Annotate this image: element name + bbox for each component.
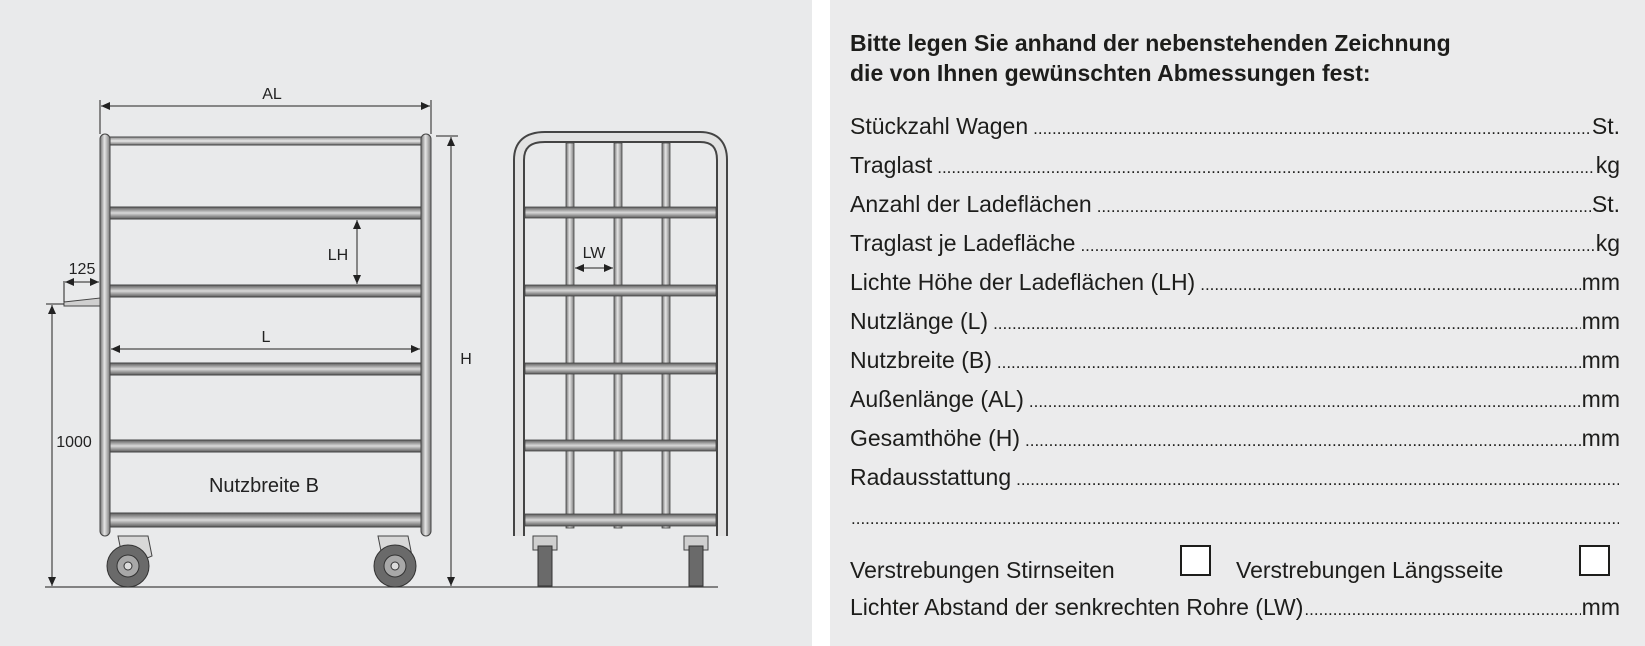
form-row-unit: St. [1591, 191, 1620, 217]
checkbox-laengs-label: Verstrebungen Längsseite [1236, 557, 1504, 583]
label-al: AL [262, 86, 282, 103]
form-row-unit: kg [1595, 152, 1620, 178]
form-row-dots [1080, 230, 1594, 257]
form-row-unit: mm [1581, 425, 1620, 451]
cart-side-view [519, 137, 722, 586]
form-title [850, 28, 1610, 88]
shelf-bottom [110, 513, 421, 527]
form-row[interactable] [850, 503, 1620, 542]
form-row-label: Außenlänge (AL) [850, 386, 1024, 412]
shelf [110, 363, 421, 375]
side-wheel-right [684, 536, 708, 586]
form-row[interactable] [850, 425, 1620, 464]
form-row-label: Traglast je Ladefläche [850, 230, 1076, 256]
form-row-dots [1097, 191, 1591, 218]
shelf [110, 207, 421, 219]
form-row-dots [937, 152, 1594, 179]
wheel-right [374, 536, 416, 587]
form-row-label: Traglast [850, 152, 933, 178]
form-row-label: Stückzahl Wagen [850, 113, 1029, 139]
label-lh: LH [327, 247, 349, 264]
form-row-dots [1033, 113, 1591, 140]
form-row-label: Radausstattung [850, 464, 1012, 490]
form-row[interactable] [850, 269, 1620, 308]
form-row-dots [993, 308, 1581, 335]
form-row-label: Nutzlänge (L) [850, 308, 989, 334]
right-upright [421, 134, 431, 536]
form-row-dots [1200, 269, 1580, 296]
form-row[interactable] [850, 113, 1620, 152]
checkbox-stirnseiten[interactable] [1180, 545, 1211, 576]
form-row-label: Gesamthöhe (H) [850, 425, 1021, 451]
checkbox-stirn-label: Verstrebungen Stirnseiten [850, 557, 1115, 583]
form-row-unit: mm [1581, 347, 1620, 373]
form-rows [850, 113, 1620, 542]
form-title-line2: die von Ihnen gewünschten Abmessungen fest: [850, 60, 1371, 86]
label-1000: 1000 [56, 434, 92, 451]
form-row-unit: mm [1581, 269, 1620, 295]
form-row-unit: kg [1595, 230, 1620, 256]
side-wheel-left [533, 536, 557, 586]
form-row[interactable] [850, 308, 1620, 347]
form-row-dots [1016, 464, 1619, 491]
form-row-unit: mm [1581, 308, 1620, 334]
form-row-dots [997, 347, 1581, 374]
label-h: H [460, 351, 472, 368]
shelf [110, 440, 421, 452]
checkbox-row [850, 545, 1620, 581]
form-row-unit: mm [1581, 594, 1620, 620]
form-row-label: Lichte Höhe der Ladeflächen (LH) [850, 269, 1196, 295]
form-row[interactable] [850, 464, 1620, 503]
form-row-unit: St. [1591, 113, 1620, 139]
form-row-dots [1304, 594, 1580, 621]
form-title-line1: Bitte legen Sie anhand der nebenstehenden Zeichnung [850, 30, 1451, 56]
shelf [110, 285, 421, 297]
form-row-label: Lichter Abstand der senkrechten Rohre (LW) [850, 594, 1304, 620]
form-row-dots [851, 503, 1619, 530]
checkbox-laengsseite[interactable] [1579, 545, 1610, 576]
cart-technical-drawing [0, 0, 812, 646]
form-row[interactable] [850, 191, 1620, 230]
form-row[interactable] [850, 347, 1620, 386]
left-upright [100, 134, 110, 536]
wheel-left [107, 536, 152, 587]
label-nutzbreite: Nutzbreite B [208, 475, 320, 497]
handle [64, 298, 100, 306]
form-row[interactable] [850, 230, 1620, 269]
label-l: L [261, 329, 271, 346]
form-row[interactable] [850, 152, 1620, 191]
drawing-panel [0, 0, 812, 646]
label-125: 125 [68, 261, 96, 278]
form-panel [830, 0, 1645, 646]
form-row-unit: mm [1581, 386, 1620, 412]
form-row-label: Anzahl der Ladeflächen [850, 191, 1092, 217]
form-row-label: Nutzbreite (B) [850, 347, 992, 373]
label-lw: LW [582, 245, 606, 262]
form-row-dots [1025, 425, 1581, 452]
form-row-dots [1029, 386, 1581, 413]
form-row-lw[interactable] [850, 594, 1620, 633]
cart-front-view [64, 134, 431, 587]
form-row[interactable] [850, 386, 1620, 425]
